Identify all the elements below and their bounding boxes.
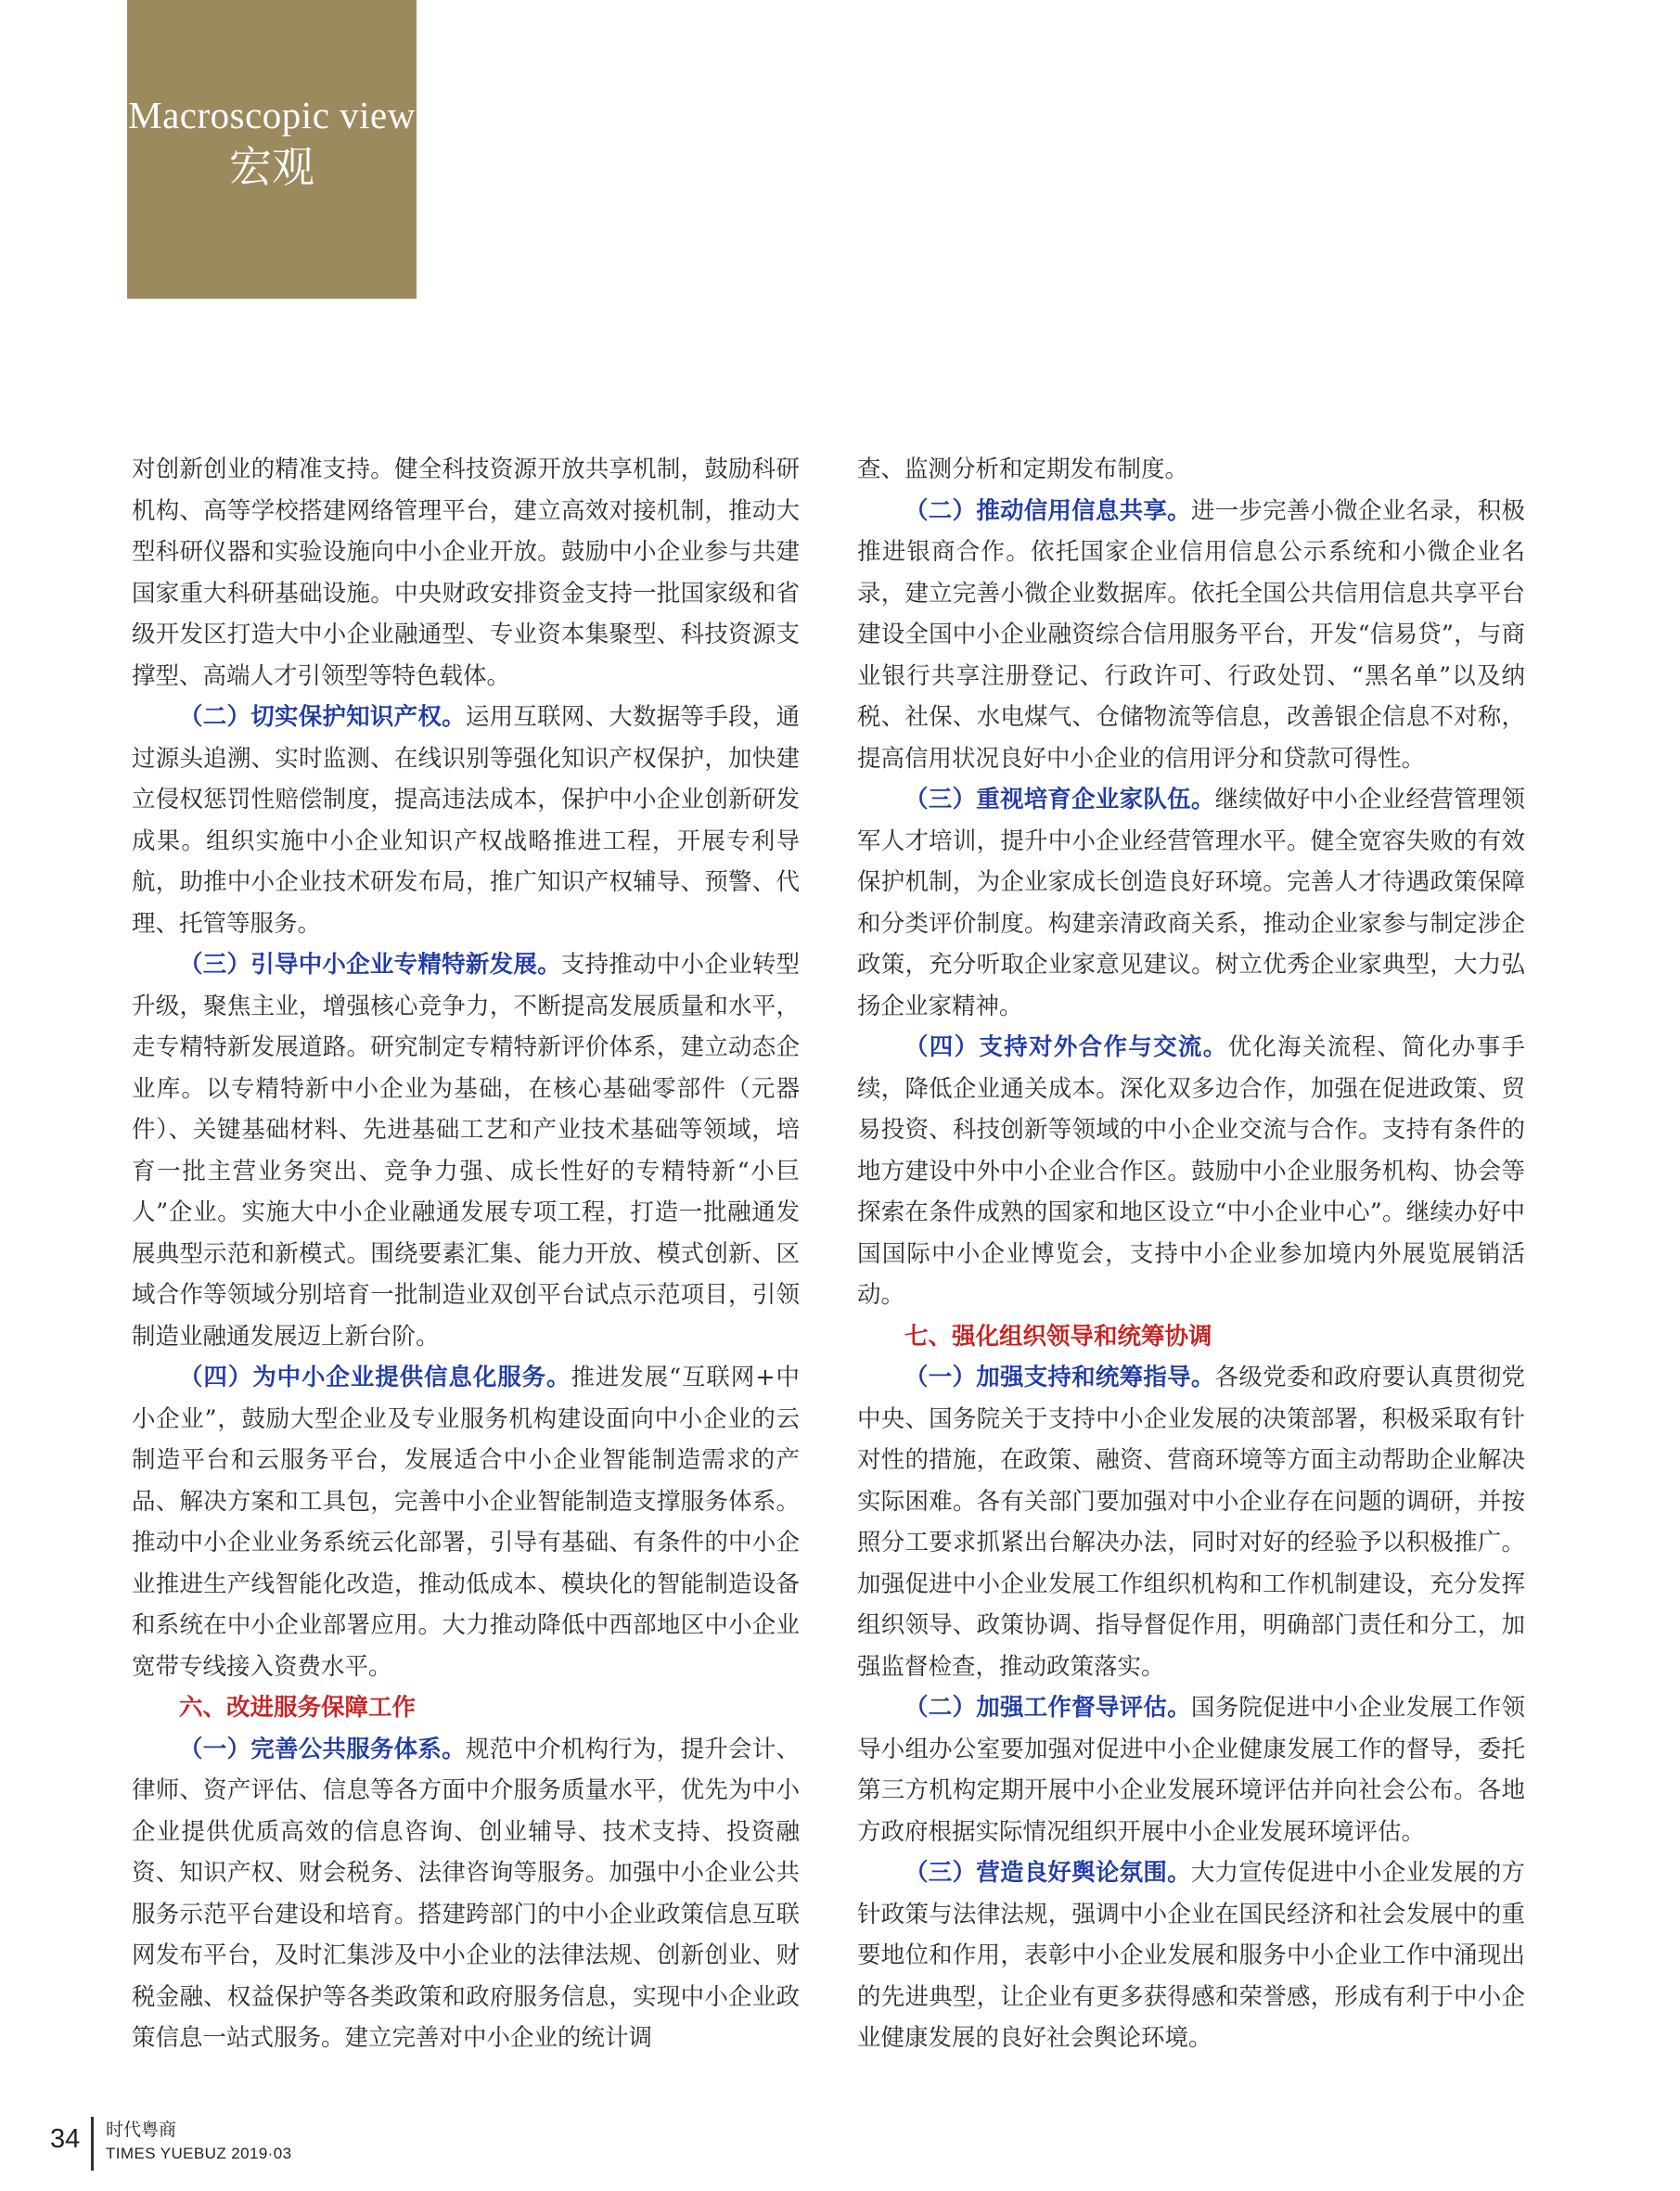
paragraph	[132, 449, 800, 697]
magazine-name-en: TIMES YUEBUZ	[106, 2145, 227, 2162]
paragraph	[857, 491, 1525, 780]
paragraph	[132, 944, 800, 1357]
paragraph-text: 规范中介机构行为，提升会计、律师、资产评估、信息等各方面中介服务质量水平，优先为中小企业提供优质高效的信息咨询、创业辅导、技术支持、投资融资、知识产权、财会税务、法律咨询等服务。加强中小企业公共服务示范平台建设和培育。搭建跨部门的中小企业政策信息互联网发布平台，及时汇集涉及中小企业的法律法规、创新创业、财税金融、权益保护等各类政策和政府服务信息，实现中小企业政策信息一站式服务。建立完善对中小企业的统计调	[132, 1735, 800, 2052]
subheading: （一）加强支持和统筹指导。	[904, 1364, 1215, 1391]
paragraph-text: 优化海关流程、简化办事手续，降低企业通关成本。深化双多边合作，加强在促进政策、贸易投资、科技创新等领域的中小企业交流与合作。支持有条件的地方建设中外中小企业合作区。鼓励中小企业服务机构、协会等探索在条件成熟的国家和地区设立“中小企业中心”。继续办好中国国际中小企业博览会，支持中小企业参加境内外展览展销活动。	[857, 1033, 1525, 1309]
paragraph	[857, 1687, 1525, 1852]
subheading: （二）加强工作督导评估。	[904, 1694, 1191, 1722]
left-text-column	[132, 449, 800, 2059]
page-number: 34	[50, 2124, 81, 2154]
subheading: （一）完善公共服务体系。	[179, 1735, 466, 1763]
paragraph-text: 运用互联网、大数据等手段，通过源头追溯、实时监测、在线识别等强化知识产权保护，加快建立侵权惩罚性赔偿制度，提高违法成本，保护中小企业创新研发成果。组织实施中小企业知识产权战略推进工程，开展专利导航，助推中小企业技术研发布局，推广知识产权辅导、预警、代理、托管等服务。	[132, 703, 800, 938]
magazine-name-cn: 时代粤商	[106, 2120, 177, 2140]
paragraph-text: 查、监测分析和定期发布制度。	[857, 455, 1189, 483]
subheading: （三）引导中小企业专精特新发展。	[179, 951, 561, 979]
footer-divider	[91, 2117, 94, 2171]
paragraph	[132, 697, 800, 944]
paragraph-text: 各级党委和政府要认真贯彻党中央、国务院关于支持中小企业发展的决策部署，积极采取有针对性的措施，在政策、融资、营商环境等方面主动帮助企业解决实际困难。各有关部门要加强对中小企业存在问题的调研，并按照分工要求抓紧出台解决办法，同时对好的经验予以积极推广。加强促进中小企业发展工作组织机构和工作机制建设，充分发挥组织领导、政策协调、指导督促作用，明确部门责任和分工，加强监督检查，推动政策落实。	[857, 1364, 1525, 1681]
subheading: （四）为中小企业提供信息化服务。	[179, 1364, 571, 1391]
paragraph-text: 进一步完善小微企业名录，积极推进银商合作。依托国家企业信用信息公示系统和小微企业名录，建立完善小微企业数据库。依托全国公共信用信息共享平台建设全国中小企业融资综合信用服务平台，开发“信易贷”，与商业银行共享注册登记、行政许可、行政处罚、“黑名单”以及纳税、社保、水电煤气、仓储物流等信息，改善银企信息不对称，提高信用状况良好中小企业的信用评分和贷款可得性。	[857, 496, 1525, 773]
paragraph	[857, 1357, 1525, 1687]
subheading: （二）推动信用信息共享。	[904, 496, 1191, 525]
section-label-en: Macroscopic view	[128, 94, 416, 136]
paragraph-text: 大力宣传促进中小企业发展的方针政策与法律法规，强调中小企业在国民经济和社会发展中的重要地位和作用，表彰中小企业发展和服务中小企业工作中涌现出的先进典型，让企业有更多获得感和荣誉感，形成有利于中小企业健康发展的良好社会舆论环境。	[857, 1859, 1525, 2052]
paragraph	[857, 1027, 1525, 1316]
subheading: （三）重视培育企业家队伍。	[904, 786, 1215, 814]
paragraph	[857, 449, 1525, 491]
magazine-name-en-issue	[106, 2145, 291, 2163]
subheading: （三）营造良好舆论氛围。	[904, 1859, 1191, 1887]
paragraph	[857, 1852, 1525, 2059]
paragraph-text: 推进发展“互联网+中小企业”，鼓励大型企业及专业服务机构建设面向中小企业的云制造平台和云服务平台，发展适合中小企业智能制造需求的产品、解决方案和工具包，完善中小企业智能制造支撑服务体系。推动中小企业业务系统云化部署，引导有基础、有条件的中小企业推进生产线智能化改造，推动低成本、模块化的智能制造设备和系统在中小企业部署应用。大力推动降低中西部地区中小企业宽带专线接入资费水平。	[132, 1364, 800, 1681]
paragraph	[132, 1357, 800, 1687]
paragraph	[132, 1729, 800, 2059]
subheading: （四）支持对外合作与交流。	[904, 1033, 1228, 1061]
issue-number: 2019·03	[231, 2145, 292, 2162]
subheading: （二）切实保护知识产权。	[179, 703, 466, 731]
paragraph-text: 对创新创业的精准支持。健全科技资源开放共享机制，鼓励科研机构、高等学校搭建网络管理平台，建立高效对接机制，推动大型科研仪器和实验设施向中小企业开放。鼓励中小企业参与共建国家重大科研基础设施。中央财政安排资金支持一批国家级和省级开发区打造大中小企业融通型、专业资本集聚型、科技资源支撑型、高端人才引领型等特色载体。	[132, 455, 800, 690]
paragraph-text: 国务院促进中小企业发展工作领导小组办公室要加强对促进中小企业健康发展工作的督导，委托第三方机构定期开展中小企业发展环境评估并向社会公布。各地方政府根据实际情况组织开展中小企业发展环境评估。	[857, 1694, 1525, 1846]
paragraph-text: 支持推动中小企业转型升级，聚焦主业，增强核心竞争力，不断提高发展质量和水平，走专精特新发展道路。研究制定专精特新评价体系，建立动态企业库。以专精特新中小企业为基础，在核心基础零部件（元器件）、关键基础材料、先进基础工艺和产业技术基础等领域，培育一批主营业务突出、竞争力强、成长性好的专精特新“小巨人”企业。实施大中小企业融通发展专项工程，打造一批融通发展典型示范和新模式。围绕要素汇集、能力开放、模式创新、区域合作等领域分别培育一批制造业双创平台试点示范项目，引领制造业融通发展迈上新台阶。	[132, 951, 800, 1351]
right-text-column	[857, 449, 1525, 2059]
section-label-cn: 宏观	[229, 142, 314, 192]
section-heading: 七、强化组织领导和统筹协调	[904, 1322, 1212, 1351]
section-heading: 六、改进服务保障工作	[179, 1694, 417, 1722]
section-label-box	[127, 0, 417, 299]
paragraph	[857, 779, 1525, 1027]
paragraph-text: 继续做好中小企业经营管理领军人才培训，提升中小企业经营管理水平。健全宽容失败的有效保护机制，为企业家成长创造良好环境。完善人才待遇政策保障和分类评价制度。构建亲清政商关系，推动企业家参与制定涉企政策，充分听取企业家意见建议。树立优秀企业家典型，大力弘扬企业家精神。	[857, 786, 1525, 1020]
